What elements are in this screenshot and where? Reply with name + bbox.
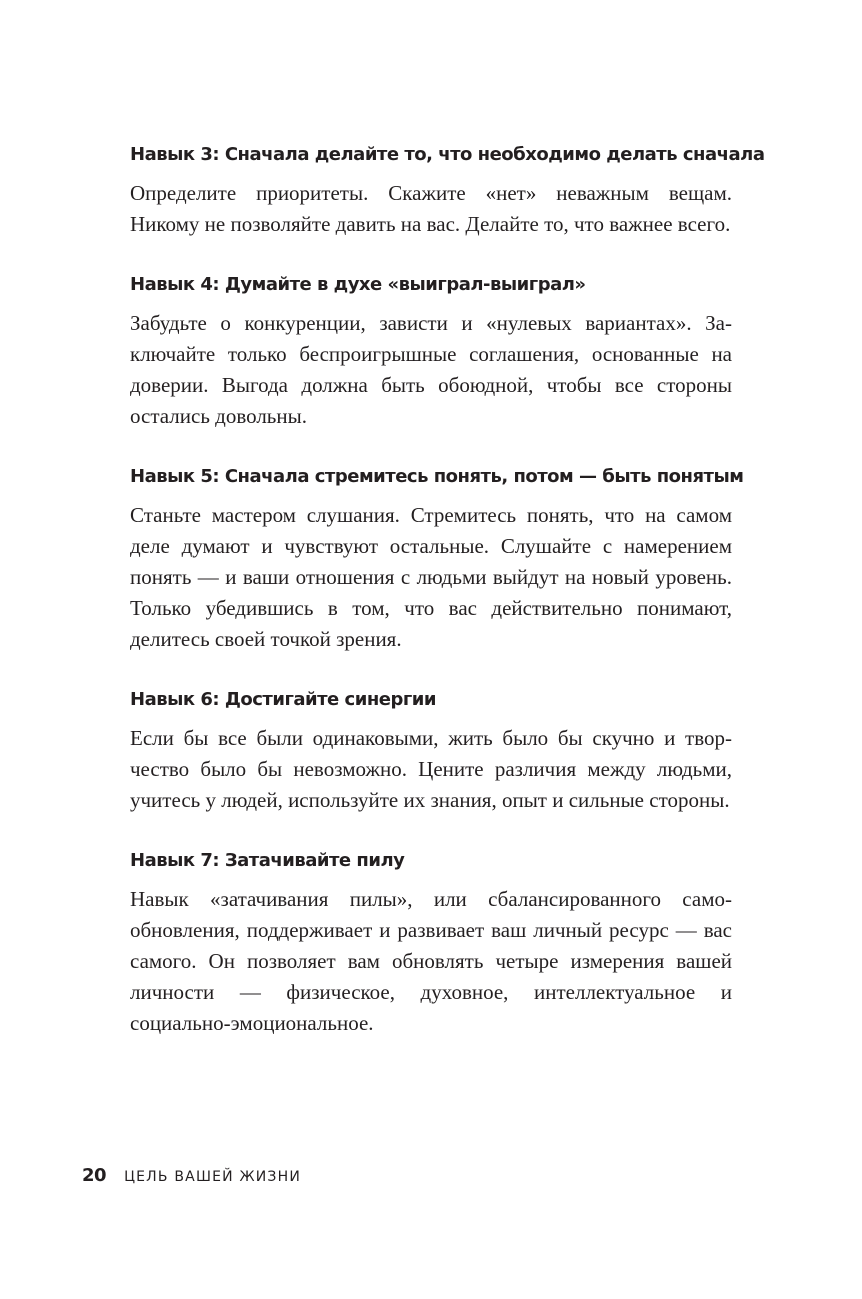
section-heading: Навык 4: Думайте в духе «выиграл-выиграл» — [130, 274, 586, 295]
section-body: Навык «затачивания пилы», или сбалансированного самообновления, поддерживает и развивает ваш личный ресурс — вас самого. Он позволяет вам обновлять четыре измерения вашей личности — физическое, духовное, интеллектуальное и социально-эмоциональное. — [130, 887, 732, 1035]
section-habit-7 — [130, 846, 732, 1039]
section-body: Определите приоритеты. Скажите «нет» неважным вещам. Никому не позволяйте давить на вас. Делайте то, что важнее всего. — [130, 181, 732, 236]
section-body: Если бы все были одинаковыми, жить было бы скучно и творчество было бы невозможно. Цените различия между людьми, учитесь у людей, используйте их знания, опыт и сильные стороны. — [130, 726, 732, 812]
section-heading: Навык 5: Сначала стремитесь понять, потом — быть понятым — [130, 466, 744, 487]
page-number: 20 — [82, 1165, 107, 1186]
section-habit-4 — [130, 270, 732, 432]
section-heading: Навык 7: Затачивайте пилу — [130, 850, 405, 871]
section-body: Забудьте о конкуренции, зависти и «нулевых вариантах». Заключайте только беспроигрышные соглашения, основанные на доверии. Выгода должна быть обоюдной, чтобы все стороны остались довольны. — [130, 311, 732, 428]
section-heading: Навык 3: Сначала делайте то, что необходимо делать сначала — [130, 144, 765, 165]
section-habit-3 — [130, 140, 765, 240]
running-title: ЦЕЛЬ ВАШЕЙ ЖИЗНИ — [124, 1169, 302, 1185]
page-content — [130, 140, 765, 1069]
page-footer — [82, 1165, 301, 1186]
section-heading: Навык 6: Достигайте синергии — [130, 689, 436, 710]
section-body: Станьте мастером слушания. Стремитесь понять, что на самом деле думают и чувствуют остальные. Слушайте с намерением понять — и ваши отношения с людьми выйдут на новый уровень. Только убедившись в том, что вас действительно понимают, делитесь своей точкой зрения. — [130, 503, 732, 651]
section-habit-5 — [130, 462, 744, 655]
section-habit-6 — [130, 685, 732, 816]
